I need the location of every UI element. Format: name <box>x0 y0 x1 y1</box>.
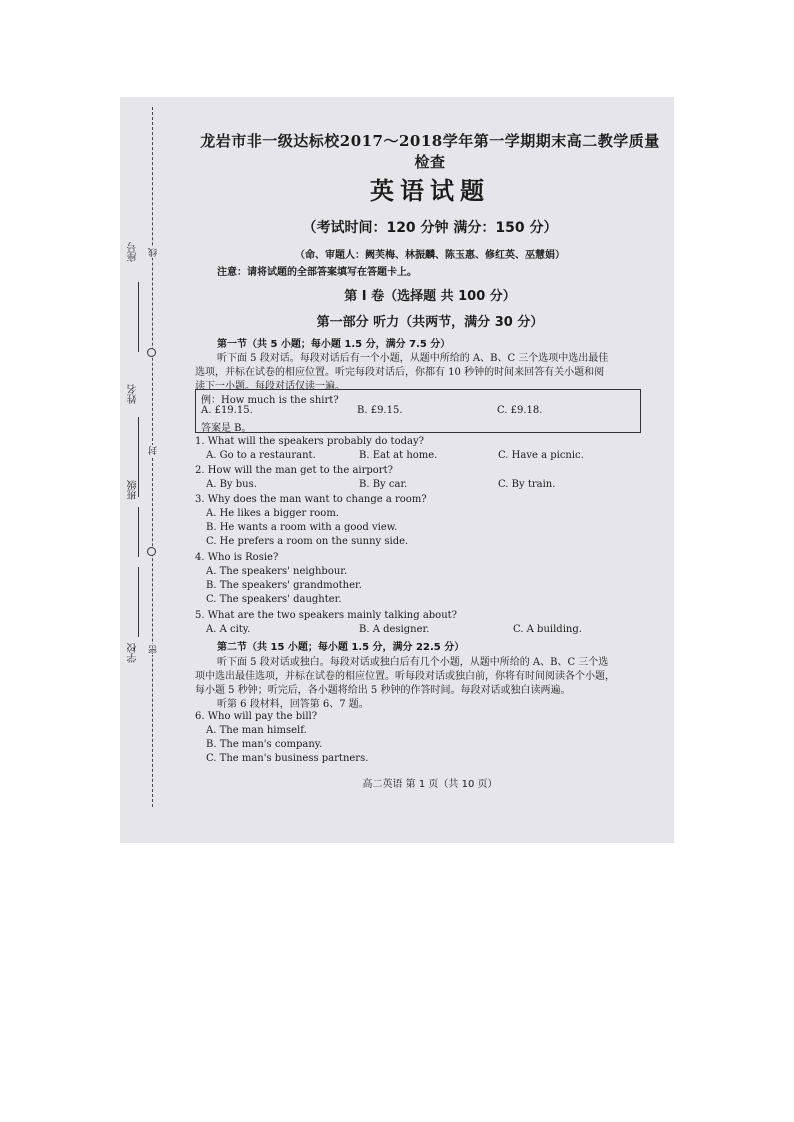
option: A. The speakers' neighbour. <box>206 566 348 577</box>
question: 2. How will the man get to the airport? <box>195 465 393 476</box>
exam-authors: （命、审题人：阙芙梅、林振麟、陈玉惠、修红英、巫慧娟） <box>295 250 565 261</box>
section1-instruction: 选项，并标在试卷的相应位置。听完每段对话后，你都有 10 秒钟的时间来回答有关小题和阅 <box>195 367 605 378</box>
question: 1. What will the speakers probably do today? <box>195 436 424 447</box>
section2-instruction: 每小题 5 秒钟；听完后，各小题将给出 5 秒钟的作答时间。每段对话或独白读两遍。 <box>195 685 571 696</box>
school-underline <box>138 567 139 637</box>
question: 4. Who is Rosie? <box>195 552 279 563</box>
section2-instruction: 听下面 5 段对话或独白。每段对话或独白后有几个小题，从题中所给的 A、B、C 三个选 <box>217 657 609 668</box>
option: B. Eat at home. <box>359 450 438 461</box>
seat-underline <box>138 282 139 352</box>
example-answer: 答案是 B。 <box>201 423 252 434</box>
section2-instruction: 项中选出最佳选项，并标在试卷的相应位置。听每段对话或独白前，你将有时间阅读各个小题， <box>195 671 615 682</box>
option: B. The speakers' grandmother. <box>206 580 362 591</box>
seal-char-seal: 封 <box>149 446 159 455</box>
option: A. By bus. <box>206 479 257 490</box>
binding-dashed-line <box>152 107 153 807</box>
exam-subject-title: 英语试题 <box>370 176 490 205</box>
section1-instruction: 听下面 5 段对话。每段对话后有一个小题，从题中所给的 A、B、C 三个选项中选出最佳 <box>217 353 609 364</box>
option: B. By car. <box>359 479 408 490</box>
binding-hole-circle <box>147 547 156 556</box>
example-option: A. £19.15. <box>201 405 253 416</box>
section2-heading: 第二节（共 15 小题；每小题 1.5 分，满分 22.5 分） <box>217 642 465 653</box>
option: C. Have a picnic. <box>498 450 584 461</box>
school-label: 学校 <box>128 643 139 663</box>
scanned-exam-page <box>120 97 674 843</box>
option: C. The speakers' daughter. <box>206 594 342 605</box>
question: 6. Who will pay the bill? <box>195 711 318 722</box>
option: C. The man's business partners. <box>206 753 369 764</box>
seal-char-line: 线 <box>149 248 159 257</box>
exam-notice: 注意：请将试题的全部答案填写在答题卡上。 <box>217 267 417 278</box>
seal-char-secret: 密 <box>149 645 159 654</box>
option: B. He wants a room with a good view. <box>206 522 398 533</box>
section1-instruction: 读下一小题。每段对话仅读一遍。 <box>195 381 345 392</box>
example-question: 例：How much is the shirt? <box>201 395 339 406</box>
section1-heading: 第一节（共 5 小题；每小题 1.5 分，满分 7.5 分） <box>217 339 451 350</box>
name-label: 姓名 <box>128 384 139 404</box>
question: 5. What are the two speakers mainly talking about? <box>195 610 458 621</box>
section2-material: 听第 6 段材料，回答第 6、7 题。 <box>217 699 369 710</box>
volume-heading: 第 I 卷（选择题 共 100 分） <box>344 289 516 304</box>
option: A. A city. <box>206 624 251 635</box>
option: C. He prefers a room on the sunny side. <box>206 536 409 547</box>
seat-number-label: 座号 <box>128 242 139 262</box>
option: A. Go to a restaurant. <box>206 450 316 461</box>
exam-school-title: 龙岩市非一级达标校2017～2018学年第一学期期末高二教学质量检查 <box>200 132 660 171</box>
exam-time-score: （考试时间：120 分钟 满分：150 分） <box>302 220 558 236</box>
example-option: C. £9.18. <box>497 405 543 416</box>
option: C. By train. <box>498 479 556 490</box>
class-label: 班级 <box>128 480 139 500</box>
option: A. He likes a bigger room. <box>206 508 339 519</box>
example-option: B. £9.15. <box>357 405 403 416</box>
question: 3. Why does the man want to change a room? <box>195 494 427 505</box>
part-heading: 第一部分 听力（共两节，满分 30 分） <box>316 315 544 330</box>
binding-hole-circle <box>147 348 156 357</box>
option: C. A building. <box>513 624 582 635</box>
option: A. The man himself. <box>206 725 307 736</box>
option: B. The man's company. <box>206 739 323 750</box>
class-underline <box>138 507 139 557</box>
option: B. A designer. <box>359 624 430 635</box>
page-footer: 高二英语 第 1 页（共 10 页） <box>362 779 498 790</box>
